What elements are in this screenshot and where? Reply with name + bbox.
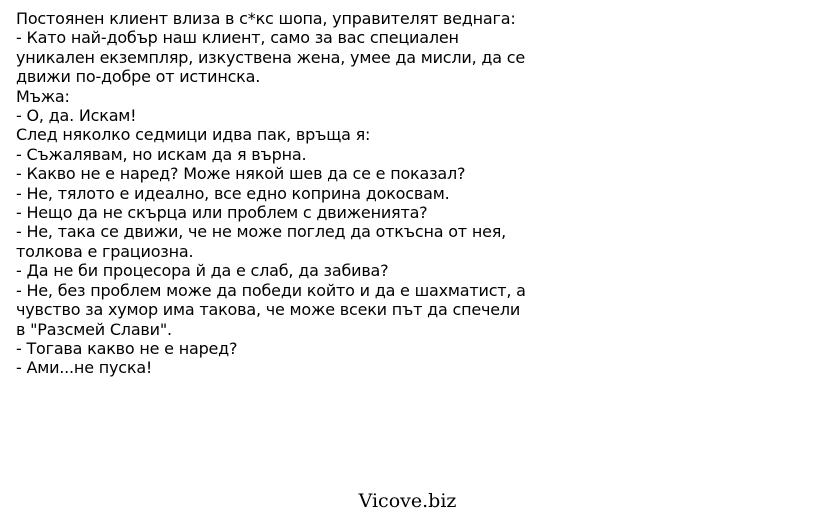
joke-line: чувство за хумор има такова, че може всеки път да спечели <box>16 300 521 320</box>
joke-line: - Нещо да не скърца или проблем с движенията? <box>16 203 428 223</box>
joke-line: - Да не би процесора й да е слаб, да забива? <box>16 261 389 281</box>
joke-line: - Като най-добър наш клиент, само за вас специален <box>16 28 459 48</box>
joke-line: - Съжалявам, но искам да я върна. <box>16 144 307 164</box>
joke-line: - Не, без проблем може да победи който и да е шахматист, а <box>16 280 526 300</box>
joke-line: - Ами...не пуска! <box>16 358 153 378</box>
joke-line: движи по-добре от истинска. <box>16 67 261 87</box>
joke-line: в "Разсмей Слави". <box>16 319 172 339</box>
joke-line: - Не, така се движи, че не може поглед да откъсна от нея, <box>16 222 507 242</box>
joke-text <box>16 9 796 378</box>
joke-line: Мъжа: <box>16 86 70 106</box>
joke-line: След няколко седмици идва пак, връща я: <box>16 125 371 145</box>
joke-line: - Тогава какво не е наред? <box>16 338 238 358</box>
joke-line: - Какво не е наред? Може някой шев да се е показал? <box>16 164 466 184</box>
joke-line: уникален екземпляр, изкуствена жена, умее да мисли, да се <box>16 47 525 67</box>
joke-line: Постоянен клиент влиза в с*кс шопа, управителят веднага: <box>16 9 516 28</box>
joke-line: толкова е грациозна. <box>16 241 194 261</box>
site-watermark: Vicove.biz <box>358 490 457 512</box>
joke-line: - О, да. Искам! <box>16 106 137 126</box>
joke-line: - Не, тялото е идеално, все едно коприна докосвам. <box>16 183 450 203</box>
